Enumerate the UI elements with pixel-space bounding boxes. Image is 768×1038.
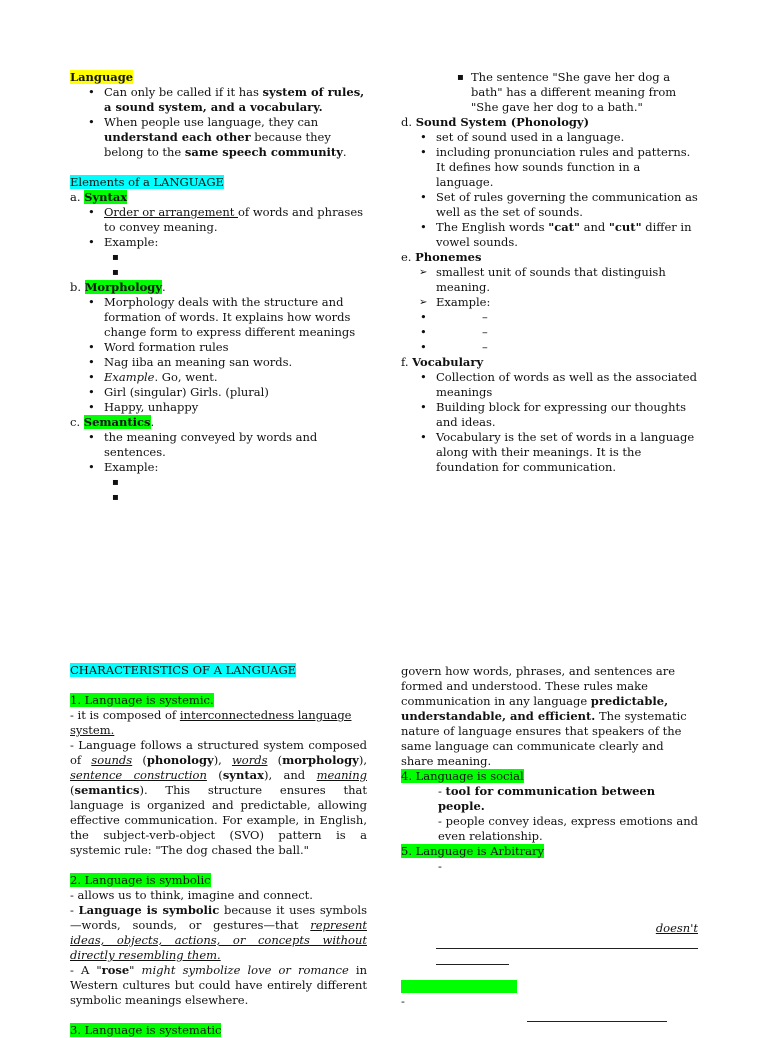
- phonemes-heading: e. Phonemes: [401, 250, 482, 264]
- dash-bottom: -: [401, 994, 405, 1008]
- elements-heading: Elements of a LANGUAGE: [70, 175, 224, 189]
- list-item: [126, 475, 368, 490]
- list-item: • Example:: [104, 235, 368, 250]
- list-item: • Set of rules governing the communication as well as the set of sounds.: [436, 190, 701, 220]
- syntax-heading: a. Syntax: [70, 190, 128, 204]
- semantics-list: [104, 430, 368, 475]
- vocabulary-list: [436, 370, 701, 475]
- top-right-column: [401, 70, 701, 475]
- c4-title: 4. Language is social: [401, 769, 524, 783]
- top-left-column: [70, 70, 368, 505]
- syntax-example-sublist: [126, 250, 368, 280]
- list-item: • Happy, unhappy: [104, 400, 368, 415]
- list-item: • When people use language, they can understand each other because they belong to the same speech community.: [104, 115, 368, 160]
- c3-title: 3. Language is systematic: [70, 1023, 222, 1037]
- list-item: • Vocabulary is the set of words in a language along with their meanings. It is the foundation for communication.: [436, 430, 701, 475]
- morphology-heading: b. Morphology.: [70, 280, 166, 294]
- list-item: • Example:: [104, 460, 368, 475]
- semantics-example-sublist: [126, 475, 368, 505]
- language-bullets: [104, 85, 368, 160]
- bottom-left-column: [70, 663, 367, 1038]
- c1-line1: - it is composed of interconnectedness language system.: [70, 708, 352, 737]
- list-item: • The English words "cat" and "cut" differ in vowel sounds.: [436, 220, 701, 250]
- vocabulary-heading: f. Vocabulary: [401, 355, 484, 369]
- list-item: • Girl (singular) Girls. (plural): [104, 385, 368, 400]
- list-item: • –: [436, 340, 701, 355]
- list-item: • –: [436, 310, 701, 325]
- doesnt-word: doesn't: [655, 921, 698, 935]
- underline-bottom: [527, 1021, 667, 1022]
- list-item: ➢ smallest unit of sounds that distinguish meaning.: [436, 265, 701, 295]
- underline-long: [436, 948, 698, 949]
- list-item: • including pronunciation rules and patterns. It defines how sounds function in a language.: [436, 145, 701, 190]
- list-item: • set of sound used in a language.: [436, 130, 701, 145]
- list-item: • Nag iiba an meaning san words.: [104, 355, 368, 370]
- morphology-list: [104, 295, 368, 415]
- c5-dash: -: [438, 859, 442, 873]
- list-item: • Example. Go, went.: [104, 370, 368, 385]
- list-item: ➢ Example:: [436, 295, 701, 310]
- c2-rose-paragraph: - A "rose" might symbolize love or romance in Western cultures but could have entirely different symbolic meanings elsewhere.: [70, 963, 367, 1007]
- sound-system-heading: d. Sound System (Phonology): [401, 115, 590, 129]
- list-item: • Order or arrangement of words and phrases to convey meaning.: [104, 205, 368, 235]
- list-item: [126, 490, 368, 505]
- list-item: • Morphology deals with the structure and formation of words. It explains how words change form to express different meanings: [104, 295, 368, 340]
- list-item: • the meaning conveyed by words and sentences.: [104, 430, 368, 460]
- list-item: • Building block for expressing our thoughts and ideas.: [436, 400, 701, 430]
- sound-system-list: [436, 130, 701, 250]
- c3-continuation: govern how words, phrases, and sentences are formed and understood. These rules make communication in any language predictable, understandable, and efficient. The systematic nature of language ensures that speakers of the same language can communicate clearly and share meaning.: [401, 664, 687, 768]
- underline-short: [436, 964, 509, 965]
- list-item: ▪ The sentence "She gave her dog a bath" has a different meaning from "She gave her dog to a bath.": [471, 70, 701, 115]
- c2-paragraph: - Language is symbolic because it uses symbols—words, sounds, or gestures—that represent ideas, objects, actions, or concepts without directly resembling them.: [70, 903, 367, 962]
- c1-paragraph: - Language follows a structured system composed of sounds (phonology), words (morphology), sentence construction (syntax), and meaning (semantics). This structure ensures that language is organized and predictable, allowing effective communication. For example, in English, the subject-verb-object (SVO) pattern is a systemic rule: "The dog chased the ball.": [70, 738, 367, 857]
- c2-line1: - allows us to think, imagine and connect.: [70, 888, 313, 902]
- bottom-right-column: [401, 664, 698, 874]
- list-item: [126, 265, 368, 280]
- list-item: • –: [436, 325, 701, 340]
- list-item: [126, 250, 368, 265]
- list-item: • Can only be called if it has system of rules, a sound system, and a vocabulary.: [104, 85, 368, 115]
- semantics-heading: c. Semantics.: [70, 415, 155, 429]
- sentence-example-list: [471, 70, 701, 115]
- syntax-list: [104, 205, 368, 250]
- phonemes-list: [436, 265, 701, 355]
- c4-line1: - tool for communication between people.: [438, 784, 656, 813]
- language-title: Language: [70, 70, 134, 84]
- c1-title: 1. Language is systemic.: [70, 693, 214, 707]
- characteristics-heading: CHARACTERISTICS OF A LANGUAGE: [70, 663, 297, 677]
- list-item: • Collection of words as well as the associated meanings: [436, 370, 701, 400]
- c2-title: 2. Language is symbolic: [70, 873, 211, 887]
- green-highlight-block: [401, 980, 517, 993]
- c5-title: 5. Language is Arbitrary: [401, 844, 545, 858]
- c4-line2: - people convey ideas, express emotions and even relationship.: [438, 814, 698, 843]
- list-item: • Word formation rules: [104, 340, 368, 355]
